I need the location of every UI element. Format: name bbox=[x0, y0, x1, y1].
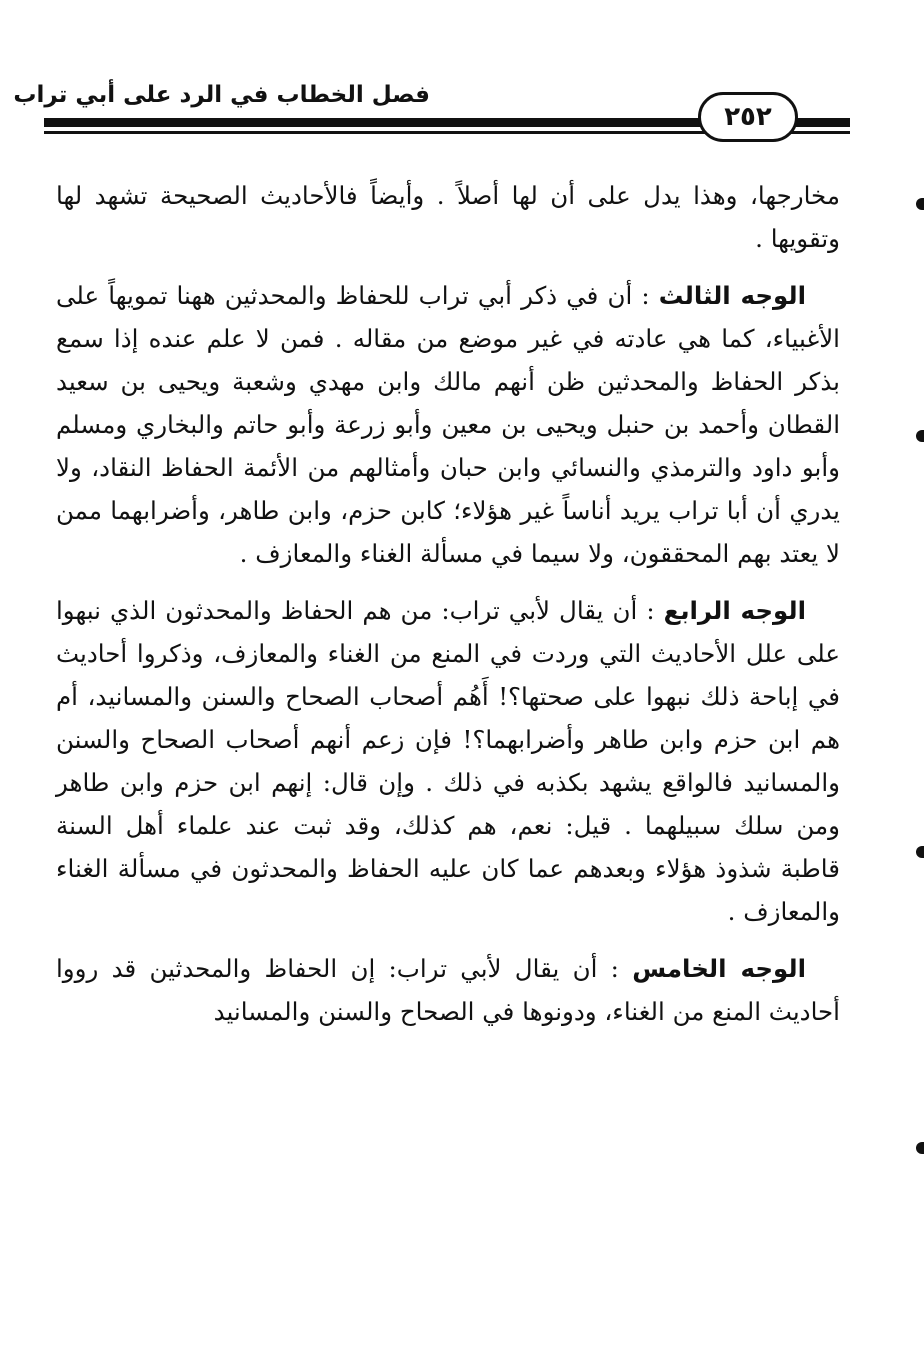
page-body bbox=[56, 174, 840, 1047]
paragraph-fifth-aspect bbox=[56, 947, 840, 1033]
paragraph-text: : أن يقال لأبي تراب: من هم الحفاظ والمحدثون الذي نبهوا على علل الأحاديث التي وردت في المنع من الغناء والمعازف، وذكروا أحاديث في إباحة ذلك نبهوا على صحتها؟! أَهُم أصحاب الصحاح والسنن والمسانيد، أم هم ابن حزم وابن طاهر وأضرابهما؟! فإن زعم أنهم أصحاب الصحاح والسنن والمسانيد فالواقع يشهد بكذبه في ذلك . وإن قال: إنهم ابن حزم وابن طاهر ومن سلك سبيلهما . قيل: نعم، هم كذلك، وقد ثبت عند علماء أهل السنة قاطبة شذوذ هؤلاء وبعدهم عما كان عليه الحفاظ والمحدثون في مسألة الغناء والمعازف . bbox=[56, 596, 840, 926]
paragraph-continuation bbox=[56, 174, 840, 260]
scan-edge-mark bbox=[916, 846, 924, 858]
scan-edge-mark bbox=[916, 198, 924, 210]
paragraph-text: : أن يقال لأبي تراب: إن الحفاظ والمحدثين قد رووا أحاديث المنع من الغناء، ودونوها في الصحاح والسنن والمسانيد bbox=[56, 954, 840, 1026]
paragraph-text: مخارجها، وهذا يدل على أن لها أصلاً . وأيضاً فالأحاديث الصحيحة تشهد لها وتقويها . bbox=[56, 181, 840, 253]
paragraph-third-aspect bbox=[56, 274, 840, 575]
section-heading: الوجه الثالث bbox=[658, 281, 806, 310]
page-number-badge: ٢٥٢ bbox=[698, 92, 798, 142]
section-heading: الوجه الخامس bbox=[632, 954, 806, 983]
scan-edge-mark bbox=[916, 1142, 924, 1154]
paragraph-text: : أن في ذكر أبي تراب للحفاظ والمحدثين ههنا تمويهاً على الأغبياء، كما هي عادته في غير موضع من مقاله . فمن لا علم عنده إذا سمع بذكر الحفاظ والمحدثين ظن أنهم مالك وابن مهدي وشعبة ويحيى بن سعيد القطان وأحمد بن حنبل ويحيى بن معين وأبو زرعة وأبو حاتم والبخاري ومسلم وأبو داود والترمذي والنسائي وابن حبان وأمثالهم من الأئمة الحفاظ النقاد، ولا يدري أن أبا تراب يريد أناساً غير هؤلاء؛ كابن حزم، وابن طاهر، وأضرابهما ممن لا يعتد بهم المحققون، ولا سيما في مسألة الغناء والمعازف . bbox=[56, 281, 840, 568]
paragraph-fourth-aspect bbox=[56, 589, 840, 933]
running-header-title: فصل الخطاب في الرد على أبي تراب bbox=[13, 82, 430, 108]
scan-edge-mark bbox=[916, 430, 924, 442]
section-heading: الوجه الرابع bbox=[663, 596, 806, 625]
